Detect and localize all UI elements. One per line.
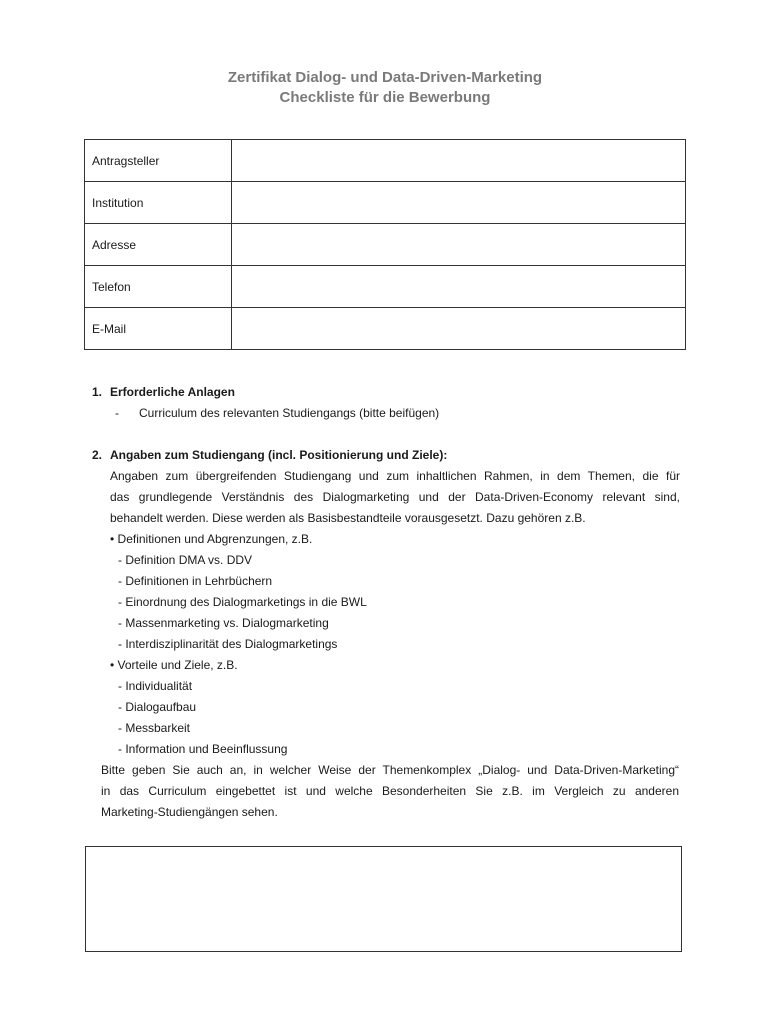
list-item: - Massenmarketing vs. Dialogmarketing bbox=[118, 616, 329, 630]
table-row bbox=[85, 266, 686, 308]
field-telefon[interactable] bbox=[232, 266, 686, 308]
label-institution: Institution bbox=[85, 182, 232, 224]
list-item: - Definition DMA vs. DDV bbox=[118, 553, 253, 567]
bullet-definitionen: • Definitionen und Abgrenzungen, z.B. bbox=[110, 532, 313, 546]
list-item: - Information und Beeinflussung bbox=[118, 742, 288, 756]
list-item: - Definitionen in Lehrbüchern bbox=[118, 574, 273, 588]
field-adresse[interactable] bbox=[232, 224, 686, 266]
section2-request-line3: Marketing-Studiengängen sehen. bbox=[101, 805, 278, 819]
bullet-vorteile: • Vorteile und Ziele, z.B. bbox=[110, 658, 238, 672]
section2-intro-line2: das grundlegende Verständnis des Dialogmarketing und der Data-Driven-Economy relevant sind, bbox=[110, 490, 680, 504]
label-antragsteller: Antragsteller bbox=[85, 140, 232, 182]
section2-request-line1: Bitte geben Sie auch an, in welcher Weise der Themenkomplex „Dialog- und Data-Driven-Marketing“ bbox=[101, 763, 679, 777]
table-row bbox=[85, 140, 686, 182]
field-institution[interactable] bbox=[232, 182, 686, 224]
list-item: - Interdisziplinarität des Dialogmarketings bbox=[118, 637, 338, 651]
applicant-info-table bbox=[84, 139, 686, 350]
section1-number: 1. bbox=[92, 385, 103, 399]
table-row bbox=[85, 224, 686, 266]
label-adresse: Adresse bbox=[85, 224, 232, 266]
section2-number: 2. bbox=[92, 448, 103, 462]
list-item: - Einordnung des Dialogmarketings in die BWL bbox=[118, 595, 367, 609]
table-row bbox=[85, 308, 686, 350]
list-item: - Messbarkeit bbox=[118, 721, 191, 735]
document-subtitle: Checkliste für die Bewerbung bbox=[279, 89, 491, 106]
section1-dash: - bbox=[115, 406, 119, 420]
field-email[interactable] bbox=[232, 308, 686, 350]
section2-intro-line1: Angaben zum übergreifenden Studiengang und zum inhaltlichen Rahmen, in dem Themen, die für bbox=[110, 469, 680, 483]
section1-item: Curriculum des relevanten Studiengangs (bitte beifügen) bbox=[139, 406, 440, 420]
section2-heading: Angaben zum Studiengang (incl. Positionierung und Ziele): bbox=[110, 448, 448, 462]
section1-heading: Erforderliche Anlagen bbox=[110, 385, 235, 399]
list-item: - Individualität bbox=[118, 679, 193, 693]
document-title: Zertifikat Dialog- und Data-Driven-Marketing bbox=[227, 69, 543, 86]
section2-intro-line3: behandelt werden. Diese werden als Basisbestandteile vorausgesetzt. Dazu gehören z.B. bbox=[110, 511, 586, 525]
section2-request-line2: in das Curriculum eingebettet ist und welche Besonderheiten Sie z.B. im Vergleich zu anderen bbox=[101, 784, 679, 798]
field-antragsteller[interactable] bbox=[232, 140, 686, 182]
label-email: E-Mail bbox=[85, 308, 232, 350]
label-telefon: Telefon bbox=[85, 266, 232, 308]
table-row bbox=[85, 182, 686, 224]
list-item: - Dialogaufbau bbox=[118, 700, 197, 714]
answer-text-box[interactable] bbox=[85, 846, 682, 952]
